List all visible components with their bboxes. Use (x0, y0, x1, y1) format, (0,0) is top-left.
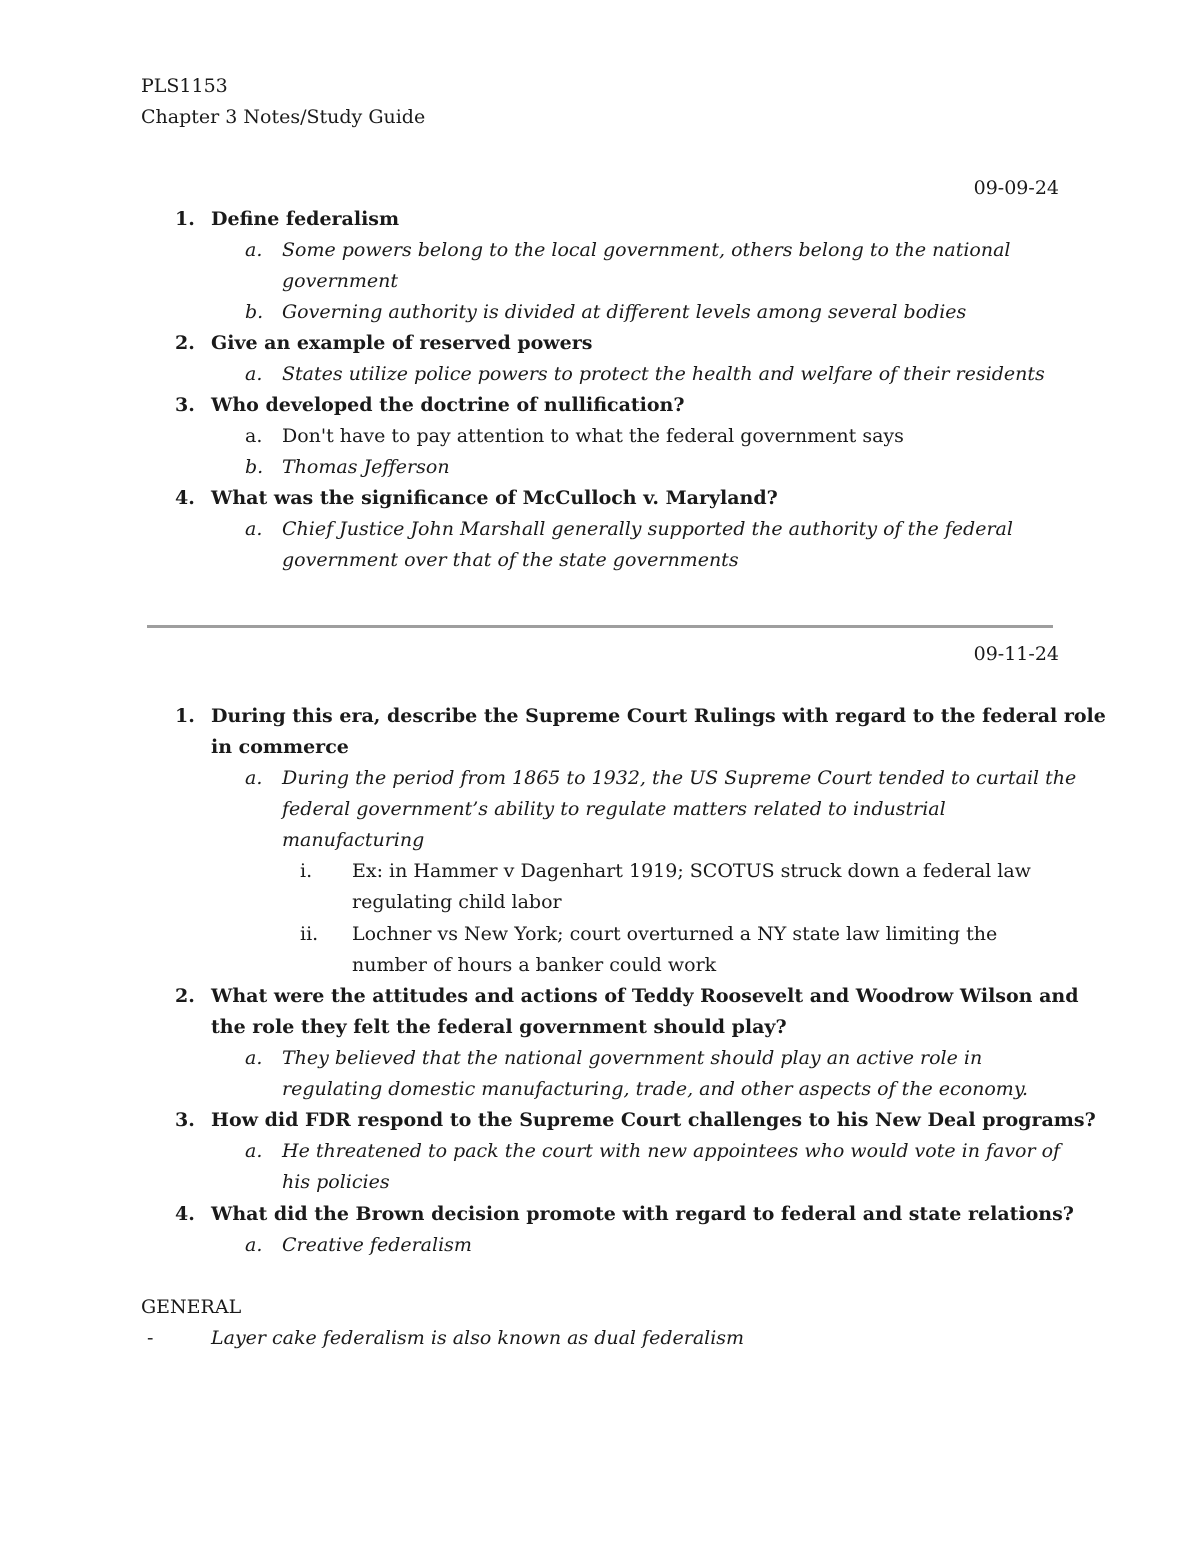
s2-q2-answer-a: a. They believed that the national government should play an active role in (245, 1047, 983, 1069)
s2-q1-answer-a-cont2: manufacturing (282, 829, 425, 851)
s2-q4-answer-a: a. Creative federalism (245, 1234, 472, 1256)
s2-q1-subpoint-ii: ii. Lochner vs New York; court overturned a NY state law limiting the (300, 923, 998, 945)
s1-q1-answer-a: a. Some powers belong to the local government, others belong to the national (245, 239, 1011, 261)
course-code: PLS1153 (141, 75, 228, 97)
s1-q2-answer-a: a. States utilize police powers to protect the health and welfare of their residents (245, 363, 1045, 385)
document-subtitle: Chapter 3 Notes/Study Guide (141, 106, 426, 128)
s1-question-1: 1. Define federalism (175, 208, 400, 230)
s1-q1-answer-b: b. Governing authority is divided at different levels among several bodies (245, 301, 967, 323)
general-heading: GENERAL (141, 1296, 242, 1318)
s1-q4-answer-a: a. Chief Justice John Marshall generally supported the authority of the federal (245, 518, 1013, 540)
s1-question-3: 3. Who developed the doctrine of nullification? (175, 394, 685, 416)
s2-q1-answer-a: a. During the period from 1865 to 1932, the US Supreme Court tended to curtail the (245, 767, 1077, 789)
s1-question-2: 2. Give an example of reserved powers (175, 332, 593, 354)
s2-q1-subpoint-i-cont: regulating child labor (352, 891, 562, 913)
s1-q3-answer-a: a. Don't have to pay attention to what the federal government says (245, 425, 904, 447)
s2-question-3: 3. How did FDR respond to the Supreme Court challenges to his New Deal programs? (175, 1109, 1096, 1131)
section2-date: 09-11-24 (973, 643, 1059, 665)
s2-q1-subpoint-i: i. Ex: in Hammer v Dagenhart 1919; SCOTUS struck down a federal law (300, 860, 1031, 882)
s2-question-2-cont: the role they felt the federal government should play? (211, 1016, 787, 1038)
s2-question-4: 4. What did the Brown decision promote with regard to federal and state relations? (175, 1203, 1074, 1225)
s2-question-1-cont: in commerce (211, 736, 349, 758)
s2-q1-answer-a-cont1: federal government’s ability to regulate matters related to industrial (282, 798, 946, 820)
s2-question-1: 1. During this era, describe the Supreme Court Rulings with regard to the federal role (175, 705, 1106, 727)
s2-q3-answer-a: a. He threatened to pack the court with new appointees who would vote in favor of (245, 1140, 1061, 1162)
section-divider (147, 625, 1053, 628)
s2-q3-answer-a-cont: his policies (282, 1171, 390, 1193)
section1-date: 09-09-24 (973, 177, 1059, 199)
s1-question-4: 4. What was the significance of McCulloch v. Maryland? (175, 487, 778, 509)
s1-q3-answer-b: b. Thomas Jefferson (245, 456, 450, 478)
s2-q2-answer-a-cont: regulating domestic manufacturing, trade, and other aspects of the economy. (282, 1078, 1029, 1100)
s1-q1-answer-a-cont: government (282, 270, 399, 292)
s2-question-2: 2. What were the attitudes and actions of Teddy Roosevelt and Woodrow Wilson and (175, 985, 1079, 1007)
s1-q4-answer-a-cont: government over that of the state governments (282, 549, 739, 571)
general-item: - Layer cake federalism is also known as dual federalism (147, 1327, 745, 1349)
s2-q1-subpoint-ii-cont: number of hours a banker could work (352, 954, 717, 976)
